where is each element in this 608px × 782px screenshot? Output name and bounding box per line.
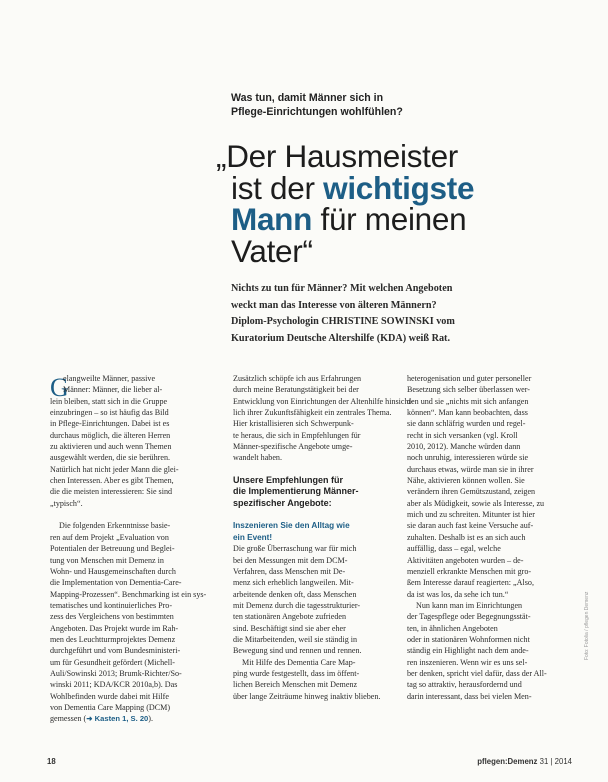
body-line: da ist was los, da sehe ich tun.“ xyxy=(407,589,509,599)
body-text: ). xyxy=(148,714,153,724)
body-line: Auli/Sowinski 2013; Brumk-Richter/So- xyxy=(50,668,182,678)
headline-text: ist der xyxy=(231,169,324,206)
body-line: sie daran auch fast keine Versuche auf- xyxy=(407,521,534,531)
kicker-line: Was tun, damit Männer sich in xyxy=(231,92,384,104)
magazine-footer xyxy=(477,757,572,766)
body-line: ren auf dem Projekt „Evaluation von xyxy=(50,532,169,542)
deck-line: Kuratorium Deutsche Altershilfe (KDA) weiß Rat. xyxy=(231,332,450,344)
body-line: ten stationären Angebote zufrieden xyxy=(233,612,347,622)
body-line: menziell erkrankte Menschen mit gro- xyxy=(407,566,532,576)
body-line: können“. Man kann beobachten, dass xyxy=(407,408,528,418)
body-line: durch meine Beratungstätigkeit bei der xyxy=(233,385,359,395)
body-line: Wohn- und Hausgemeinschaften durch xyxy=(50,566,176,576)
body-line: Bewegung sind und rennen und rennen. xyxy=(233,646,362,656)
body-line: men des Leuchtturmprojektes Demenz xyxy=(50,634,176,644)
body-line: 2010, 2012). Manche würden dann xyxy=(407,442,521,452)
body-line: bei den Messungen mit dem DCM- xyxy=(233,555,348,565)
body-line: Nähe, aktivieren können wollen. Sie xyxy=(407,476,525,486)
headline-line-3 xyxy=(216,201,596,237)
body-line: „typisch“. xyxy=(50,498,83,508)
paragraph-gap xyxy=(233,509,391,520)
body-line: te heraus, die sich in Empfehlungen für xyxy=(233,430,361,440)
body-line: tung von Menschen mit Demenz in xyxy=(50,555,164,565)
body-line: tematisches und kontinuierliches Pro- xyxy=(50,600,173,610)
headline-line-2 xyxy=(216,169,596,206)
section-heading: Unsere Empfehlungen für xyxy=(233,475,344,486)
body-line: zuhalten. Deshalb ist es an sich auch xyxy=(407,532,526,542)
body-line: sie dann schläfrig wurden und regel- xyxy=(407,419,526,429)
body-line: Angeboten. Das Projekt wurde im Rah- xyxy=(50,623,179,633)
body-line: winski 2011; KDA/KCR 2010a,b). Das xyxy=(50,680,178,690)
body-line: zess des Vergleichens von bestimmten xyxy=(50,612,174,622)
body-line: ten, in ähnlichen Angeboten xyxy=(407,623,498,633)
body-line: Hier kristallisieren sich Schwerpunk- xyxy=(233,419,354,429)
paragraph-gap xyxy=(233,464,391,475)
column-2 xyxy=(233,373,414,702)
box-reference-link[interactable]: ➜ Kasten 1, S. 20 xyxy=(86,714,149,724)
deck-line: Diplom-Psychologin CHRISTINE SOWINSKI vom xyxy=(231,316,455,328)
body-line: in Pflege-Einrichtungen. Dabei ist es xyxy=(50,419,170,429)
body-line: die Mitarbeitenden, weil sie ständig in xyxy=(233,634,358,644)
body-line: der Tagespflege oder Begegnungsstät- xyxy=(407,612,531,622)
body-line: mich und zu schreiten. Mitunter ist hier xyxy=(407,510,535,520)
body-line: lichen Bereich Menschen mit Demenz xyxy=(233,680,358,690)
deck-line: weckt man das Interesse von älteren Männern? xyxy=(231,299,437,311)
magazine-name: pflegen:Demenz xyxy=(477,757,538,766)
body-line: Natürlich hat nicht jeder Mann die glei- xyxy=(50,464,179,474)
body-line: lich ihrer Zukunftsfähigkeit ein zentrales Thema. xyxy=(233,408,392,418)
body-line: Männer-spezifische Angebote umge- xyxy=(233,442,353,452)
body-line: Mapping-Prozessen“. Benchmarking ist ein sys- xyxy=(50,589,207,599)
column-3 xyxy=(407,373,577,702)
body-line: die Implementation von Dementia-Care- xyxy=(50,578,182,588)
body-line: Die folgenden Erkenntnisse basie- xyxy=(59,521,171,531)
body-line: lein bleiben, statt sich in die Gruppe xyxy=(50,396,168,406)
body-line: noch unruhig, interessieren würde sie xyxy=(407,453,529,463)
body-line: aber als Müdigkeit, sowie als Interesse, zu xyxy=(407,498,545,508)
body-text: gemessen ( xyxy=(50,714,87,724)
body-line: Nun kann man im Einrichtungen xyxy=(416,600,523,610)
section-heading: die Implementierung Männer- xyxy=(233,486,359,497)
body-line: Verfahren, dass Menschen mit De- xyxy=(233,566,346,576)
body-line: Die große Überraschung war für mich xyxy=(233,544,357,554)
body-line: verändern ihren Gemütszustand, zeigen xyxy=(407,487,536,497)
body-line: Mit Hilfe des Dementia Care Map- xyxy=(242,657,356,667)
body-line: recht in sich versanken (vgl. Kroll xyxy=(407,430,518,440)
kicker-line: Pflege-Einrichtungen wohlfühlen? xyxy=(231,106,403,118)
body-line: durchaus etwas, würde man sie in ihrer xyxy=(407,464,534,474)
body-line: wandelt haben. xyxy=(233,453,282,463)
deck-line: Nichts zu tun für Männer? Mit welchen Angeboten xyxy=(231,283,453,294)
body-line: durchgeführt und vom Bundesministeri- xyxy=(50,646,181,656)
sub-heading: Inszenieren Sie den Alltag wie xyxy=(233,521,350,531)
body-line: tag so attraktiv, herausfordernd und xyxy=(407,680,522,690)
body-line: Männer: Männer, die lieber al- xyxy=(63,385,163,395)
body-line: von Dementia Care Mapping (DCM) xyxy=(50,702,171,712)
body-line: einzubringen – so ist häufig das Bild xyxy=(50,408,169,418)
body-line: Zusätzlich schöpfe ich aus Erfahrungen xyxy=(233,374,362,383)
body-line: ausgewählt werden, die sie berühren. xyxy=(50,453,171,463)
body-line: darin interessant, dass bei vielen Men- xyxy=(407,691,532,701)
body-line: über lange Zeiträume hinweg inaktiv blieben. xyxy=(233,691,381,701)
headline-text: für meinen xyxy=(312,201,467,237)
body-line: chen Interessen. Aber es gibt Themen, xyxy=(50,476,174,486)
body-line: die die meisten interessieren: Sie sind xyxy=(50,487,173,497)
body-line: ßem Interesse darauf reagierten: „Also, xyxy=(407,578,534,588)
body-line: auffällig, dass – egal, welche xyxy=(407,544,501,554)
body-line: Aktivitäten angeboten wurden – de- xyxy=(407,555,524,565)
body-line: oder in stationären Wohnformen nicht xyxy=(407,634,530,644)
body-line: sind. Beschäftigt sind sie aber eher xyxy=(233,623,346,633)
drop-cap: G xyxy=(50,373,69,402)
headline-line-4: Vater“ xyxy=(231,232,313,269)
body-line: ständig ein Highlight nach dem ande- xyxy=(407,646,529,656)
column-1 xyxy=(50,373,208,725)
body-line: den und sie „nichts mit sich anfangen xyxy=(407,396,529,406)
body-line: durchaus möglich, die älteren Herren xyxy=(50,430,171,440)
headline-accent: Mann xyxy=(231,201,313,237)
body-line: Entwicklung von Einrichtungen der Altenhilfe hinsicht- xyxy=(233,396,414,406)
section-heading: spezifischer Angebote: xyxy=(233,497,332,508)
body-line: zu aktivieren und auch wenn Themen xyxy=(50,442,172,452)
body-line: Potentialen der Betreuung und Beglei- xyxy=(50,544,175,554)
deck xyxy=(231,281,581,347)
page-number: 18 xyxy=(47,757,56,766)
body-line: Besetzung sich selber überlassen wer- xyxy=(407,385,530,395)
headline xyxy=(216,138,596,269)
headline-line-1: „Der Hausmeister xyxy=(216,138,459,174)
sub-heading: ein Event! xyxy=(233,532,273,542)
body-line: Wohlbefinden wurde dabei mit Hilfe xyxy=(50,691,169,701)
paragraph-gap xyxy=(50,509,208,520)
body-line: heterogenisation und guter personeller xyxy=(407,374,532,383)
body-line: mit Demenz durch die tagesstrukturier- xyxy=(233,600,361,610)
body-line: um für Gesundheit gefördert (Michell- xyxy=(50,657,175,667)
body-line: menz sich erheblich langweilen. Mit- xyxy=(233,578,354,588)
body-line: arbeitende denken oft, dass Menschen xyxy=(233,589,357,599)
kicker xyxy=(231,91,491,119)
body-line-last xyxy=(50,713,208,724)
issue-number: 31 | 2014 xyxy=(537,757,572,766)
body-line: ping wurde festgestellt, dass im öffent- xyxy=(233,668,360,678)
body-line: ren inszenieren. Wenn wir es uns sel- xyxy=(407,657,528,667)
headline-accent: wichtigste xyxy=(323,169,475,206)
body-line: elangweilte Männer, passive xyxy=(63,374,156,383)
body-line: ber denken, spricht viel dafür, dass der All- xyxy=(407,668,547,678)
photo-credit: Foto: Fotolia / pflegen Demenz xyxy=(584,591,590,660)
